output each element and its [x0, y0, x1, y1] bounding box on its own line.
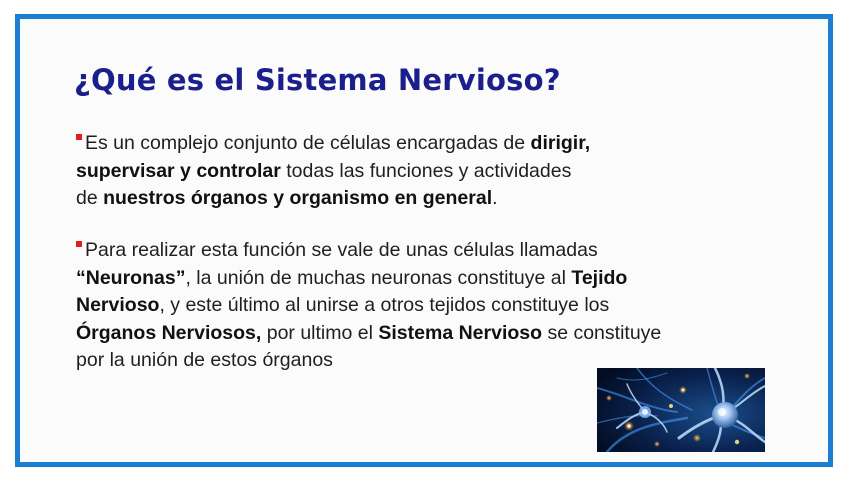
- slide-title: ¿Qué es el Sistema Nervioso?: [74, 63, 561, 97]
- paragraph-function: [76, 237, 716, 375]
- bold-text: nuestros órganos y organismo en general: [103, 187, 493, 209]
- text-segment: se constituye: [542, 321, 662, 344]
- bold-text: “Neuronas”: [76, 266, 186, 289]
- slide: [20, 19, 828, 462]
- bullet-icon: [76, 134, 82, 140]
- text-segment: de: [76, 187, 104, 209]
- bold-text: Órganos Nerviosos,: [76, 321, 262, 344]
- text-segment: por ultimo el: [261, 321, 379, 344]
- text-segment: todas las funciones y actividades: [280, 159, 572, 182]
- bold-text: supervisar y controlar: [76, 159, 281, 182]
- text-segment: , la unión de muchas neuronas constituye al: [185, 266, 572, 289]
- slide-frame: [15, 14, 833, 467]
- text-segment: por la unión de estos órganos: [76, 349, 333, 371]
- text-segment: .: [492, 187, 498, 209]
- text-segment: , y este último al unirse a otros tejidos constituye los: [159, 294, 610, 316]
- bold-text: Sistema Nervioso: [378, 321, 543, 344]
- neuron-network-image: [597, 368, 765, 452]
- bold-text: Tejido: [571, 266, 628, 289]
- text-segment: Para realizar esta función se vale de unas células llamadas: [85, 239, 598, 261]
- text-segment: Es un complejo conjunto de células encargadas de: [85, 132, 531, 154]
- bullet-icon: [76, 241, 82, 247]
- paragraph-definition: [76, 130, 716, 213]
- bold-text: dirigir,: [530, 132, 591, 154]
- bold-text: Nervioso: [76, 294, 160, 316]
